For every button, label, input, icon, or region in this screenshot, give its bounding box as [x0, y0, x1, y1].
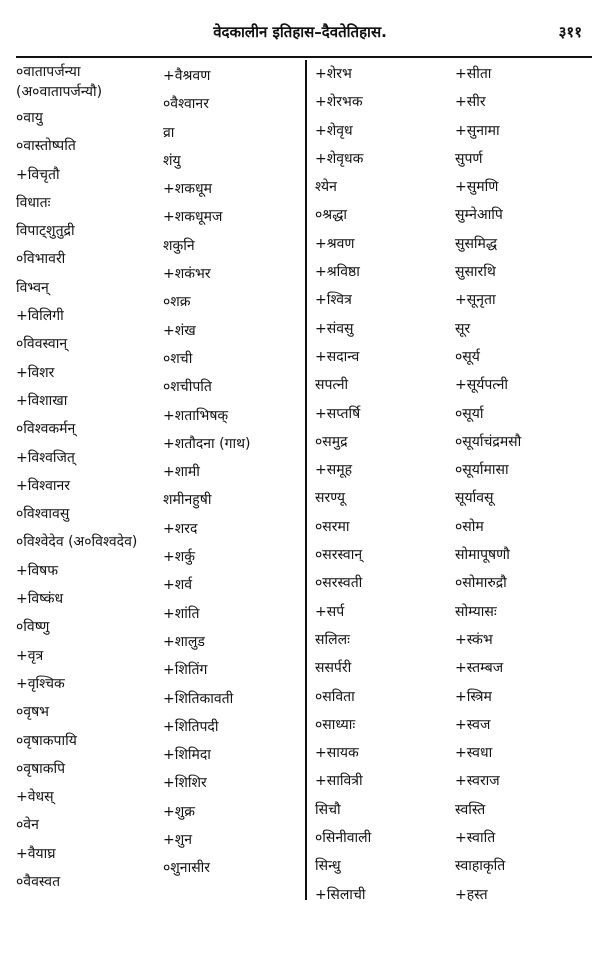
index-entry: +स्त्रिम [455, 688, 492, 705]
index-entry: +सूनृता [455, 292, 496, 309]
index-entry: ०वृषाकपि [16, 760, 66, 777]
index-entry: ०सोम [455, 518, 484, 535]
index-entry: ०वेन [16, 817, 39, 834]
index-entry: +विचृतौ [16, 166, 60, 183]
index-entry: ०वृषाकपायि [16, 732, 77, 749]
index-entry: +सदान्व [315, 348, 360, 365]
index-entry: शकुनि [163, 237, 195, 254]
index-entry: ०विवस्वान् [16, 336, 68, 353]
index-entry: +स्वज [455, 716, 491, 733]
index-entry: ०सूर्यामासा [455, 462, 509, 479]
index-entry: +सुमणि [455, 179, 499, 196]
index-entry: +शेरभ [315, 66, 352, 82]
index-entry: +शेवृधक [315, 150, 364, 167]
index-entry: +शकधूमज [163, 209, 223, 226]
index-entry: ०श्रद्धा [315, 207, 348, 224]
index-column-1 [16, 62, 166, 896]
index-entry: +सर्प [315, 603, 345, 620]
index-entry: ०विश्वेदेव (अ०विश्वदेव) [16, 534, 138, 551]
index-entry: +सायक [315, 745, 359, 762]
index-entry: +विशाखा [16, 392, 68, 409]
index-entry: +शकधूम [163, 181, 212, 198]
index-entry: विपाट्शुतुद्री [16, 223, 75, 240]
index-entry: सोमापूषणौ [455, 547, 510, 564]
index-entry: +विश्वजित् [16, 449, 75, 466]
index-entry: +सप्तर्षि [315, 405, 361, 422]
index-entry: ०वायु [16, 110, 43, 126]
index-entry: ०सरमा [315, 518, 350, 535]
index-entry: +शरद [163, 520, 198, 537]
index-entry: स्वस्ति [455, 801, 486, 818]
index-entry: ०सरस्वती [315, 575, 363, 592]
index-entry: +विलिगी [16, 308, 64, 325]
index-entry: सुपर्ण [455, 150, 483, 167]
index-entry: +शंख [163, 322, 196, 339]
index-entry: +स्तम्बज [455, 660, 504, 677]
index-entry: +श्रवण [315, 235, 355, 252]
page-header [0, 20, 600, 50]
index-entry: सिन्धु [315, 858, 341, 875]
index-column-2 [163, 62, 303, 883]
index-entry: +शुन [163, 832, 193, 849]
index-entry: +शितिंग [163, 662, 208, 679]
index-entry: +सूर्यपत्नी [455, 377, 508, 394]
index-entry: ०वास्तोष्पति [16, 138, 76, 155]
index-entry: सुम्नेआपि [455, 207, 503, 224]
index-entry: सुसारथि [455, 264, 496, 281]
index-entry: सोम्यासः [455, 603, 497, 620]
index-entry: ०शचीपति [163, 379, 212, 396]
running-title: वेदकालीन इतिहास–दैवतेतिहास. [213, 23, 387, 41]
index-entry: +स्वाति [455, 830, 496, 847]
index-entry: शमीनहुषी [163, 492, 212, 509]
index-entry: +सावित्री [315, 773, 363, 790]
index-entry: ससर्परी [315, 660, 352, 677]
index-entry: ०विष्णु [16, 619, 50, 636]
index-entry: सुसमिद्ध [455, 235, 498, 252]
index-entry: ०समुद्र [315, 433, 348, 450]
index-entry: ०सोमारुद्रौ [455, 575, 507, 592]
index-entry: विभ्वन् [16, 279, 49, 296]
column-divider [305, 60, 307, 900]
index-entry: +स्वराज [455, 773, 500, 790]
index-entry: ०सूर्याचंद्रमसौ [455, 433, 522, 450]
header-rule [16, 56, 592, 58]
index-entry: ०शक्र [163, 294, 191, 311]
index-entry: +शुक्र [163, 803, 196, 820]
index-entry: +सिलाची [315, 886, 366, 903]
index-entry: सूर [455, 320, 471, 337]
index-entry: ०विश्वकर्मन् [16, 421, 76, 438]
index-entry: +स्वधा [455, 745, 493, 762]
index-entry: +वेधस् [16, 789, 54, 806]
index-entry: सूर्यावसू [455, 490, 494, 507]
index-entry: ०सूर्य [455, 348, 480, 365]
index-entry: ०वातापर्जन्या (अ०वातापर्जन्यौ) [16, 64, 103, 100]
index-column-3 [315, 60, 455, 909]
index-entry: ०साध्याः [315, 716, 356, 733]
index-entry: +शेरभक [315, 94, 363, 111]
index-entry: +शेवृध [315, 122, 353, 139]
index-entry: सपत्नी [315, 377, 349, 394]
index-entry: व्रा [163, 124, 175, 141]
index-entry: +वैयाघ्र [16, 845, 56, 862]
index-entry: +शताभिषक् [163, 407, 229, 424]
index-entry: ०शची [163, 350, 193, 367]
index-entry: +शितिपदी [163, 718, 219, 735]
index-entry: +शालुड [163, 633, 205, 650]
index-entry: ०वृषभ [16, 704, 49, 721]
index-entry: +विष्कंध [16, 591, 64, 608]
index-entry: +संवसु [315, 320, 354, 337]
index-entry: ०वैवस्वत [16, 874, 61, 891]
index-entry: +शिमिदा [163, 747, 211, 764]
index-entry: +हस्त [455, 886, 488, 903]
index-entry: +विश्वानर [16, 477, 70, 494]
index-entry: सलिलः [315, 631, 350, 648]
index-entry: +शिशिर [163, 775, 207, 792]
index-entry: ०विभावरी [16, 251, 66, 268]
index-column-4 [455, 60, 595, 909]
index-entry: शंयु [163, 152, 181, 169]
index-entry: +विषफ [16, 562, 59, 579]
index-entry: ०सरस्वान् [315, 547, 363, 564]
index-entry: +शतौदना (गाथ) [163, 435, 251, 452]
index-entry: +स्कंभ [455, 631, 493, 648]
index-entry: +समूह [315, 462, 353, 479]
index-entry: +शांति [163, 605, 200, 622]
index-entry: विधातः [16, 194, 51, 211]
index-entry: +विशर [16, 364, 55, 381]
index-entry: +श्रविष्ठा [315, 264, 360, 281]
index-entry: +सीर [455, 94, 486, 111]
index-entry: +वृत्र [16, 647, 44, 664]
index-entry: +शर्कु [163, 549, 196, 566]
index-entry: +सुनामा [455, 122, 500, 139]
index-entry: ०सिनीवाली [315, 830, 372, 847]
index-entry: ०सविता [315, 688, 355, 705]
index-entry: सरण्यू [315, 490, 345, 507]
index-entry: ०शुनासीर [163, 860, 211, 877]
index-entry: +श्वित्र [315, 292, 352, 309]
index-entry: ०वैश्वानर [163, 96, 209, 113]
index-entry: +शकंभर [163, 266, 211, 283]
index-entry: ०सूर्या [455, 405, 484, 422]
index-entry: +वृश्चिक [16, 675, 65, 692]
index-entry: +सीता [455, 66, 492, 82]
index-entry: +शामी [163, 464, 200, 481]
index-entry: स्वाहाकृति [455, 858, 506, 875]
index-entry: +शितिकावती [163, 690, 234, 707]
index-entry: श्येन [315, 179, 337, 196]
index-entry: ०विश्वावसु [16, 506, 70, 523]
index-entry: सिचौ [315, 801, 341, 818]
index-entry: +वैश्रवण [163, 68, 211, 84]
page-number: ३११ [558, 23, 582, 41]
index-entry: +शर्व [163, 577, 193, 594]
